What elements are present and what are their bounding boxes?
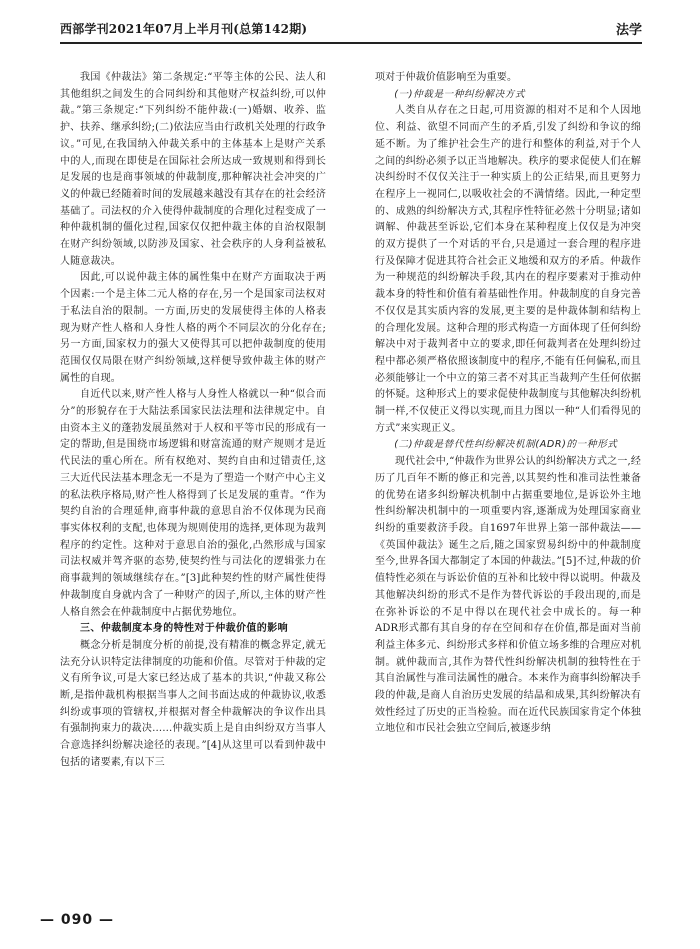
paragraph: 我国《仲裁法》第二条规定:“平等主体的公民、法人和其他组织之间发生的合同纠纷和其他财产权益纠纷,可以仲裁。”第三条规定:“下列纠纷不能仲裁:(一)婚姻、收养、监护、扶养、继承纠纷;(二)依法应当由行政机关处理的行政争议。”可见,在我国纳入仲裁关系中的主体基本上是财产关系中的人,而现在即使是在国际社会所达成一致规则和得到长足发展的也是商事领域的仲裁制度,那种解决社会冲突的广义的仲裁已经随着时间的发展越来越没有其存在的社会经济基础了。司法权的介入使得仲裁制度的合理化过程变成了一种仲裁机制的僵化过程,国家仅仅把仲裁主体的自治权限制在财产纠纷领域,以防涉及国家、社会秩序的人身利益被私人随意裁决。 [60,72,326,267]
page-number: — 090 — [40,912,114,928]
section-heading: 三、仲裁制度本身的特性对于仲裁价值的影响 [80,623,288,635]
subsection-heading: (一)仲裁是一种纠纷解决方式 [394,88,526,100]
paragraph: 自近代以来,财产性人格与人身性人格就以一种“似合而分”的形貌存在于大陆法系国家民法法理和法律规定中。自由资本主义的蓬勃发展虽然对于人权和平等市民的形成有一定的帮助,但是围绕市场逻辑和财富流通的财产规则才是近代民法的重心所在。所有权绝对、契约自由和过错责任,这三大近代民法基本理念无一不是为了塑造一个财产中心主义的私法秩序格局,财产性人格得到了长足发展的重青。“作为契约自治的合理延伸,商事仲裁的意思自治不仅体现为民商事实体权利的支配,也体现为规则使用的选择,更体现为裁判程序的约定性。这种对于意思自治的强化,凸然形成与国家司法权威并驾齐驱的态势,使契约性与司法化的逻辑张力在商事裁判的领域继续存在。”[3]此种契约性的财产属性使得仲裁制度自身就内含了一种财产的因子,所以,主体的财产性人格自然会在仲裁制度中占据优势地位。 [60,389,326,618]
subsection-heading: (二)仲裁是替代性纠纷解决机制(ADR)的一种形式 [394,439,618,451]
right-column [375,70,641,920]
paragraph-continued: 项对于仲裁价值影响至为重要。 [375,72,518,83]
paragraph: 现代社会中,“仲裁作为世界公认的纠纷解决方式之一,经历了几百年不断的修正和完善,以其契约性和准司法性兼备的优势在诸多纠纷解决机制中占据重要地位,是诉讼外主地性纠纷解决机制中的一项重要内容,逐渐成为处理国家商业纠纷的重要救济手段。自1697年世界上第一部仲裁法——《英国仲裁法》诞生之后,随之国家贸易纠纷中的仲裁制度至今,世界各国大都制定了本国的仲裁法。”[5]不过,仲裁的价值特性必须在与诉讼价值的互补和比较中得以说明。仲裁及其他解决纠纷的形式不是作为替代诉讼的手段出现的,而是在弥补诉讼的不足中得以在现代社会中成长的。每一种ADR形式都有其自身的存在空间和存在价值,都是面对当前利益主体多元、纠纷形式多样和价值立场多维的合理应对机制。就仲裁而言,其作为替代性纠纷解决机制的独特性在于其自治属性与准司法属性的融合。本来作为商事纠纷解决手段的仲裁,是商人自治历史发展的结晶和成果,其纠纷解决有效性经过了历史的正当检验。而在近代民族国家肯定个体独立地位和市民社会独立空间后,被逐步纳 [375,456,641,735]
paragraph: 概念分析是制度分析的前提,没有精准的概念界定,就无法充分认识特定法律制度的功能和价值。尽管对于仲裁的定义有所争议,可是大家已经达成了基本的共识,“仲裁又称公断,是指仲裁机构根据当事人之间书面达成的仲裁协议,收悉纠纷或事项的管辖权,并根据对督全仲裁解决的争议作出具有强制拘束力的裁决……仲裁实质上是自由纠纷双方当事人合意选择纠纷解决途径的表现。”[4]从这里可以看到仲裁中包括的诸要素,有以下三 [60,639,326,768]
paragraph: 因此,可以说仲裁主体的属性集中在财产方面取决于两个因素:一个是主体二元人格的存在,另一个是国家司法权对于私法自治的限制。一方面,历史的发展使得主体的人格表现为财产性人格和人身性人格的两个不同层次的分化存在;另一方面,国家权力的强大又使得其可以把仲裁制度的使用范围仅仅局限在财产纠纷领域,这样便导致仲裁主体的财产属性的自现。 [60,272,326,384]
journal-title: 西部学刊2021年07月上半月刊(总第142期) [60,22,308,36]
paragraph: 人类自从存在之日起,可用资源的相对不足和个人因地位、利益、欲望不同而产生的矛盾,引发了纠纷和争议的绵延不断。为了维护社会生产的进行和整体的利益,对于个人之间的纠纷必须予以正当地解决。秩序的要求促使人们在解决纠纷时不仅仅关注于一种实质上的公正结果,而且更努力在程序上一视同仁,以吸收社会的不满情绪。因此,一种定型的、成熟的纠纷解决方式,其程序性特征必然十分明显;诸如调解、仲裁甚至诉讼,它们本身在某种程度上仅仅是为冲突的双方提供了一个对话的平台,只是通过一套合理的程序进行及保障才促进其符合社会正义地缓和双方的矛盾。仲裁作为一种规范的纠纷解决手段,其内在的程序要素对于推动仲裁本身的特性和价值有着基础性作用。仲裁制度的自身完善不仅仅是其实质内容的发展,更主要的是仲裁体制和结构上的合理化发展。这种合理的形式构造一方面体现了任何纠纷解决中对于裁判者中立的要求,即任何裁判者在处理纠纷过程中都必须严格依照该制度中的程序,不能有任何偏私,而且必须能够让一个中立的第三者不对其正当裁判产生任何依据的怀疑。这种形式上的要求促使仲裁制度与其他解决纠纷机制一样,不仅使正义得以实现,而且力图以一种“人们看得见的方式”来实现正义。 [375,105,641,434]
running-header [60,16,642,44]
section-tag: 法学 [615,23,642,38]
left-column [60,70,326,920]
